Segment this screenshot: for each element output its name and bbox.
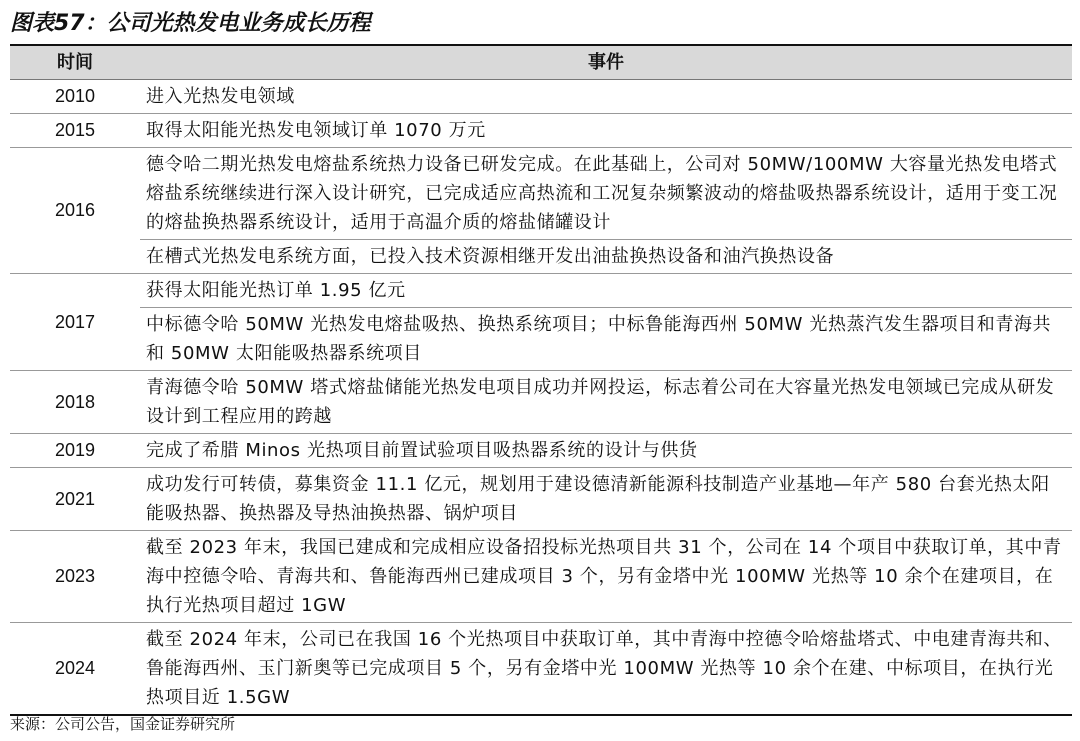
row-year: 2019	[54, 440, 96, 460]
table-row	[10, 148, 1072, 274]
figure-title: 图表57：公司光热发电业务成长历程	[10, 11, 371, 36]
header-year: 时间	[57, 52, 93, 73]
row-year: 2010	[54, 86, 96, 106]
row-event: 取得太阳能光热发电领域订单 1070 万元	[146, 120, 486, 141]
table-row	[10, 434, 1072, 468]
row-year: 2023	[54, 566, 96, 586]
row-event: 青海德令哈 50MW 塔式熔盐储能光热发电项目成功并网投运，标志着公司在大容量光热发电领域已完成从研发设计到工程应用的跨越	[146, 377, 1055, 427]
table-row	[10, 114, 1072, 148]
row-event: 截至 2023 年末，我国已建成和完成相应设备招投标光热项目共 31 个，公司在 14 个项目中获取订单，其中青海中控德令哈、青海共和、鲁能海西州已建成项目 3 个，另有金塔中光 100MW 光热等 10 余个在建项目，在执行光热项目超过 1GW	[146, 537, 1062, 616]
source-note: 来源：公司公告，国金证券研究所	[10, 715, 236, 733]
row-event: 在槽式光热发电系统方面，已投入技术资源相继开发出油盐换热设备和油汽换热设备	[140, 239, 1072, 273]
table-row	[10, 623, 1072, 714]
table-header	[10, 44, 1072, 80]
row-event: 截至 2024 年末，公司已在我国 16 个光热项目中获取订单，其中青海中控德令哈熔盐塔式、中电建青海共和、鲁能海西州、玉门新奥等已完成项目 5 个，另有金塔中光 100MW 光热等 10 余个在建、中标项目，在执行光热项目近 1.5GW	[146, 629, 1062, 708]
table-row	[10, 274, 1072, 371]
table-row	[10, 80, 1072, 114]
row-year: 2018	[54, 391, 96, 412]
table-row	[10, 468, 1072, 531]
row-year: 2024	[54, 658, 96, 678]
header-event: 事件	[588, 52, 624, 73]
table-row	[10, 531, 1072, 623]
row-year: 2021	[54, 488, 96, 509]
table-row	[10, 371, 1072, 434]
row-event: 成功发行可转债，募集资金 11.1 亿元，规划用于建设德清新能源科技制造产业基地—年产 580 台套光热太阳能吸热器、换热器及导热油换热器、锅炉项目	[146, 474, 1050, 524]
row-event: 德令哈二期光热发电熔盐系统热力设备已研发完成。在此基础上，公司对 50MW/100MW 大容量光热发电塔式熔盐系统继续进行深入设计研究，已完成适应高热流和工况复杂频繁波动的熔盐吸热器系统设计，适用于变工况的熔盐换热器系统设计，适用于高温介质的熔盐储罐设计	[146, 154, 1058, 233]
row-year: 2017	[54, 311, 96, 332]
row-event: 完成了希腊 Minos 光热项目前置试验项目吸热器系统的设计与供货	[146, 440, 698, 461]
row-year: 2016	[54, 200, 96, 220]
row-event: 进入光热发电领域	[146, 86, 295, 107]
row-event: 获得太阳能光热订单 1.95 亿元	[146, 280, 406, 301]
timeline-table	[10, 44, 1072, 716]
row-year: 2015	[54, 120, 96, 140]
row-event: 中标德令哈 50MW 光热发电熔盐吸热、换热系统项目；中标鲁能海西州 50MW 光热蒸汽发生器项目和青海共和 50MW 太阳能吸热器系统项目	[140, 307, 1072, 370]
